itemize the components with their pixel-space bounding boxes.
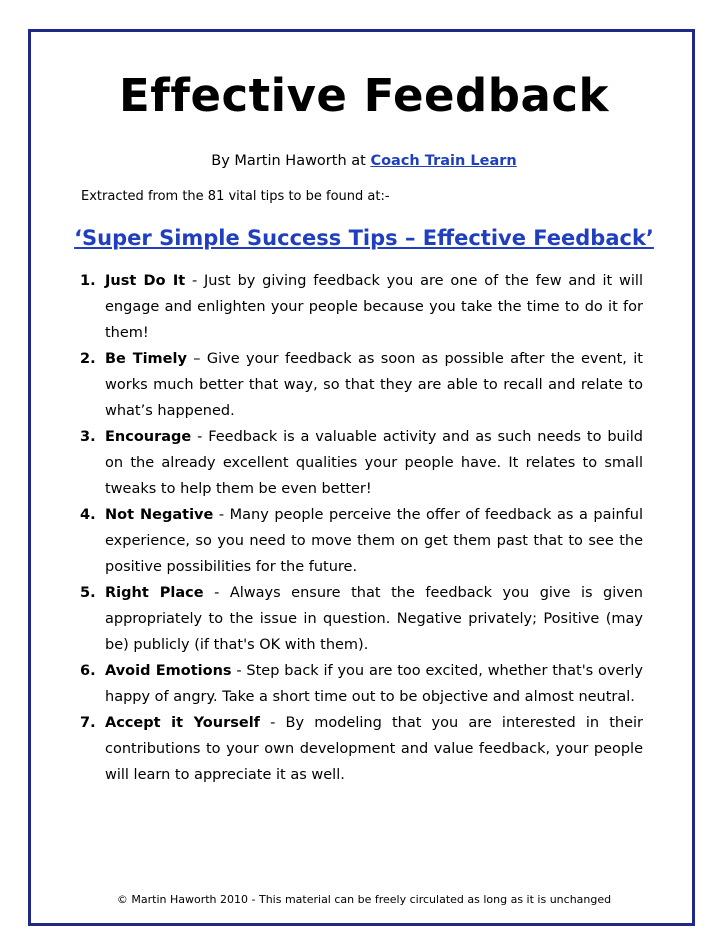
tip-item: [80, 502, 643, 580]
tip-item: [80, 658, 643, 710]
tip-body: – Give your feedback as soon as possible after the event, it works much better that way, so that they are able to recall and relate to what’s happened.: [105, 351, 643, 419]
tip-heading: Avoid Emotions: [105, 663, 232, 679]
tip-item: [80, 424, 643, 502]
tip-item: [80, 346, 643, 424]
copyright-footer: © Martin Haworth 2010 - This material can be freely circulated as long as it is unchanged: [116, 893, 612, 906]
tip-body: - Step back if you are too excited, whether that's overly happy of angry. Take a short time out to be objective and almost neutral.: [105, 663, 643, 705]
coach-train-learn-link[interactable]: Coach Train Learn: [370, 153, 517, 169]
tip-heading: Encourage: [105, 429, 192, 445]
tip-number: 2.: [80, 351, 96, 367]
tip-body: - Feedback is a valuable activity and as such needs to build on the already excellent qualities your people have. It relates to small tweaks to help them be even better!: [105, 429, 643, 497]
tip-body: - Always ensure that the feedback you give is given appropriately to the issue in question. Negative privately; Positive (may be) publicly (if that's OK with them).: [105, 585, 643, 653]
byline-prefix: By Martin Haworth at: [211, 153, 366, 169]
tip-number: 4.: [80, 507, 96, 523]
tips-list: [80, 268, 643, 788]
tip-number: 6.: [80, 663, 96, 679]
tip-body: - Just by giving feedback you are one of the few and it will engage and enlighten your people because you take the time to do it for them!: [105, 273, 643, 341]
tip-body: - By modeling that you are interested in their contributions to your own development and value feedback, your people will learn to appreciate it as well.: [105, 715, 643, 783]
byline: [0, 153, 728, 169]
tip-item: [80, 580, 643, 658]
extracted-note: Extracted from the 81 vital tips to be found at:-: [81, 189, 390, 204]
tip-heading: Be Timely: [105, 351, 187, 367]
tip-number: 7.: [80, 715, 96, 731]
tip-number: 5.: [80, 585, 96, 601]
tip-heading: Not Negative: [105, 507, 214, 523]
tips-title-link[interactable]: ‘Super Simple Success Tips – Effective Feedback’: [74, 226, 654, 250]
tip-body: - Many people perceive the offer of feedback as a painful experience, so you need to move them on get them past that to see the positive possibilities for the future.: [105, 507, 643, 575]
tip-heading: Just Do It: [105, 273, 186, 289]
page-title: Effective Feedback: [119, 69, 609, 122]
tip-item: [80, 268, 643, 346]
tip-number: 1.: [80, 273, 96, 289]
tip-heading: Accept it Yourself: [105, 715, 260, 731]
tip-item: [80, 710, 643, 788]
tip-heading: Right Place: [105, 585, 204, 601]
tip-number: 3.: [80, 429, 96, 445]
